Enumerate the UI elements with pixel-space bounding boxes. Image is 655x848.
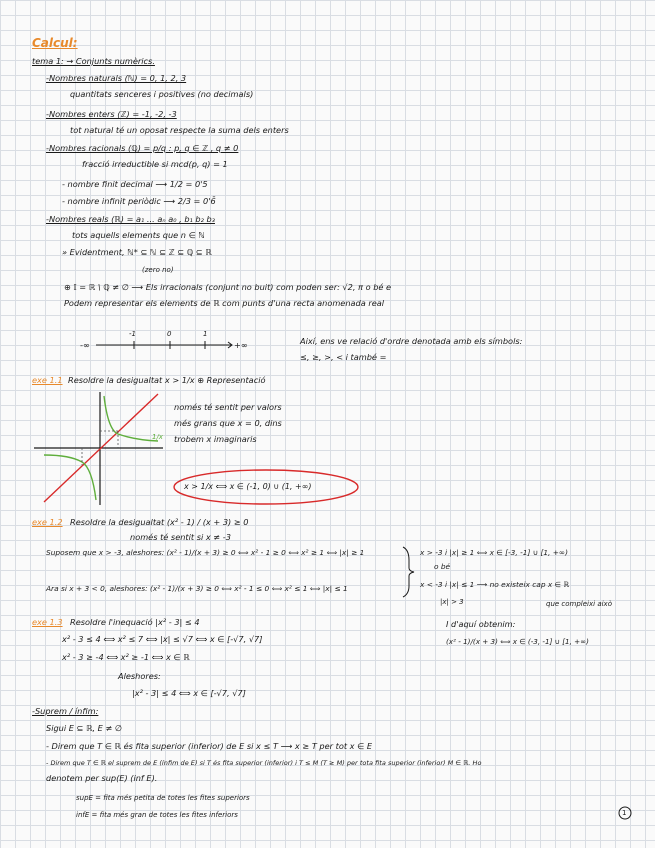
tick-label-neg1: -1	[129, 330, 136, 338]
naturals-label: -Nombres naturals (ℕ) = 0, 1, 2, 3	[46, 73, 187, 83]
page-heading: Calcul:	[32, 36, 78, 50]
exercise-2-right-1: x > -3 i |x| ≥ 1 ⟺ x ∈ [-3, -1] ∪ [1, +∞)	[420, 548, 568, 557]
irrationals-line: ⊕ 𝕀 = ℝ \ ℚ ≠ ∅ ⟶ Els irracionals (conjunt no buit) com poden ser: √2, π o bé e	[64, 282, 392, 292]
exercise-2-label: exe 1.2	[32, 517, 63, 527]
exercise-3-label: exe 1.3	[32, 617, 63, 627]
integers-label: -Nombres enters (ℤ) = -1, -2, -3	[46, 109, 177, 119]
relation-note-1: Així, ens ve relació d'ordre denotada amb els símbols:	[300, 336, 523, 346]
rationals-finite: - nombre finit decimal ⟶ 1/2 = 0'5	[62, 179, 208, 189]
exercise-2-right-3: |x| > 3	[440, 598, 464, 606]
exercise-1-note-3: trobem x imaginaris	[174, 434, 257, 444]
exercise-1-note-2: més grans que x = 0, dins	[174, 418, 282, 428]
rationals-infinite: - nombre infinit periòdic ⟶ 2/3 = 0'6̄	[62, 196, 216, 206]
tick-label-0: 0	[167, 330, 172, 338]
exercise-2-right-4: que compleixi això	[546, 600, 612, 608]
tick-label-1: 1	[203, 330, 208, 338]
exercise-3-line-2: x² - 3 ≥ -4 ⟺ x² ≥ -1 ⟺ x ∈ ℝ	[62, 652, 190, 662]
number-line-right: +∞	[234, 340, 248, 350]
reals-inclusion: » Evidentment, ℕ* ⊆ ℕ ⊆ ℤ ⊆ ℚ ⊆ ℝ	[62, 247, 212, 257]
exercise-1-statement: Resoldre la desigualtat x > 1/x ⊕ Representació	[68, 375, 266, 385]
exercise-1-answer: x > 1/x ⟺ x ∈ (-1, 0) ∪ (1, +∞)	[184, 482, 312, 491]
exercise-3-side-1: I d'aquí obtenim:	[446, 619, 516, 629]
exercise-1-label: exe 1.1	[32, 375, 63, 385]
supremum-line-3: - Direm que T ∈ ℝ el suprem de E (ínfim de E) si T és fita superior (inferior) i T ≤ M (T ≥ M) per tota fita superior (inferior) M ∈ ℝ. Ho	[46, 759, 482, 767]
naturals-note: quantitats senceres i positives (no decimals)	[70, 89, 254, 99]
integers-note: tot natural té un oposat respecte la suma dels enters	[70, 125, 289, 135]
reals-note: tots aquells elements que n ∈ ℕ	[72, 230, 205, 240]
supremum-line-2: - Direm que T ∈ ℝ és fita superior (inferior) de E si x ≤ T ⟶ x ≥ T per tot x ∈ E	[46, 741, 373, 751]
relation-note-2: ≤, ≥, >, < i també =	[300, 352, 387, 362]
page-number: 1	[622, 809, 627, 817]
rationals-label: -Nombres racionals (ℚ) = p/q : p, q ∈ ℤ , q ≠ 0	[46, 143, 239, 153]
exercise-3-line-1: x² - 3 ≤ 4 ⟺ x² ≤ 7 ⟺ |x| ≤ √7 ⟺ x ∈ [-√7, √7]	[62, 634, 263, 644]
exercise-3-aleshores: Aleshores:	[118, 671, 161, 681]
reals-inclusion-note: (zero no)	[142, 266, 174, 274]
supremum-title: -Suprem / ínfim:	[32, 706, 99, 716]
curve-label: 1/x	[152, 433, 163, 441]
exercise-2-right-2: x < -3 i |x| ≤ 1 ⟶ no existeix cap x ∈ ℝ	[420, 580, 570, 589]
exercise-2-case-1: Suposem que x > -3, aleshores: (x² - 1)/(x + 3) ≥ 0 ⟺ x² - 1 ≥ 0 ⟺ x² ≥ 1 ⟺ |x| ≥ 1	[46, 548, 365, 557]
supremum-line-6: infE = fita més gran de totes les fites inferiors	[76, 811, 238, 819]
exercise-1-note-1: només té sentit per valors	[174, 402, 282, 412]
supremum-line-5: supE = fita més petita de totes les fites superiors	[76, 794, 250, 802]
reals-label: -Nombres reals (ℝ) = a₁ ... aₙ a₀ , b₁ b₂ b₃	[46, 214, 215, 224]
exercise-3-side-2: (x² - 1)/(x + 3) ⟺ x ∈ (-3, -1] ∪ [1, +∞)	[446, 637, 589, 646]
supremum-line-1: Sigui E ⊆ ℝ, E ≠ ∅	[46, 723, 123, 733]
exercise-2-case-2: Ara si x + 3 < 0, aleshores: (x² - 1)/(x + 3) ≥ 0 ⟺ x² - 1 ≤ 0 ⟺ x² ≤ 1 ⟺ |x| ≤ 1	[46, 584, 348, 593]
topic-title: tema 1: → Conjunts numèrics.	[32, 56, 155, 66]
exercise-3-result: |x² - 3| ≤ 4 ⟺ x ∈ [-√7, √7]	[132, 688, 246, 698]
real-line-note: Podem representar els elements de ℝ com punts d'una recta anomenada real	[64, 298, 385, 308]
number-line-left: -∞	[80, 340, 90, 350]
exercise-2-statement: Resoldre la desigualtat (x² - 1) / (x + 3) ≥ 0	[70, 517, 249, 527]
exercise-3-statement: Resoldre l'inequació |x² - 3| ≤ 4	[70, 617, 200, 627]
exercise-2-right-or: o bé	[434, 562, 451, 571]
exercise-2-note: només té sentit si x ≠ -3	[130, 532, 231, 542]
rationals-note: fracció irreductible si mcd(p, q) = 1	[82, 159, 228, 169]
supremum-line-4: denotem per sup(E) (inf E).	[46, 773, 158, 783]
